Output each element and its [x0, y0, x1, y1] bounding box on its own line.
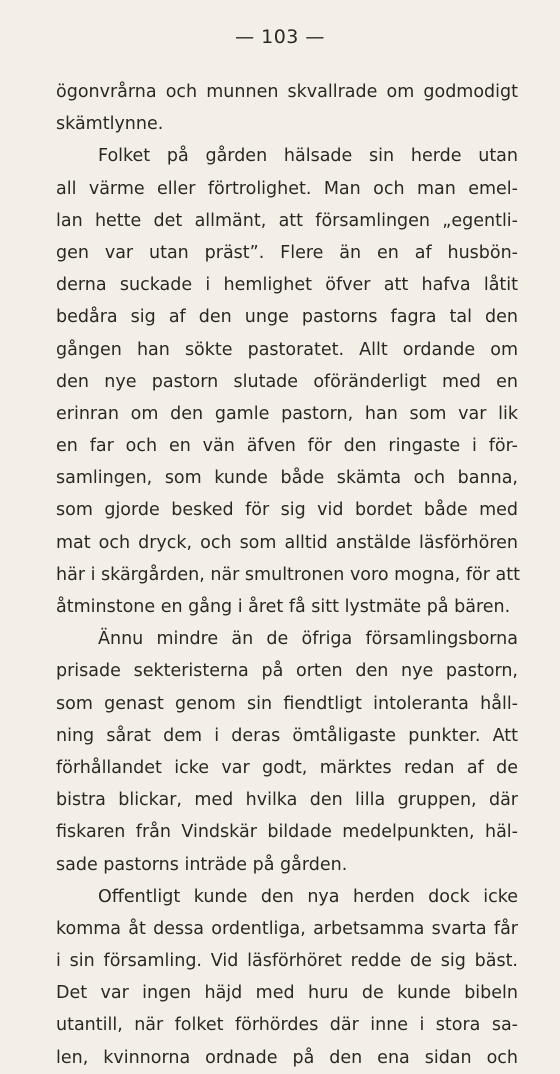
text-line: fiskaren från Vindskär bildade medelpunkten, häl-	[56, 822, 518, 843]
text-line: en far och en vän äfven för den ringaste i för-	[56, 436, 518, 457]
text-line: den nye pastorn slutade oföränderligt med en	[56, 371, 518, 392]
text-line: i sin församling. Vid läsförhöret redde de sig bäst.	[56, 951, 518, 972]
text-line: som gjorde besked för sig vid bordet både med	[56, 500, 518, 521]
text-line: erinran om den gamle pastorn, han som var lik	[56, 403, 518, 424]
text-line: här i skärgården, när smultronen voro mogna, för att	[56, 564, 520, 585]
text-line: all värme eller förtrolighet. Man och man emel-	[56, 178, 518, 199]
text-line: gången han sökte pastoratet. Allt ordande om	[56, 339, 518, 360]
text-line: förhållandet icke var godt, märktes redan af de	[56, 757, 518, 778]
text-line: prisade sekteristerna på orten den nye pastorn,	[56, 661, 518, 682]
text-line: Ännu mindre än de öfriga församlingsborna	[98, 629, 518, 650]
text-line: derna suckade i hemlighet öfver att hafva låtit	[56, 275, 518, 296]
text-line: samlingen, som kunde både skämta och banna,	[56, 468, 518, 489]
text-line: lan hette det allmänt, att församlingen „egentli-	[56, 210, 518, 231]
text-line: mat och dryck, och som alltid anstälde läsförhören	[56, 532, 518, 553]
text-line: gen var utan präst”. Flere än en af husbön-	[56, 242, 518, 263]
text-line: åtminstone en gång i året få sitt lystmäte på bären.	[56, 597, 511, 617]
text-line: Det var ingen häjd med huru de kunde bibeln	[56, 983, 518, 1004]
text-line: komma åt dessa ordentliga, arbetsamma svarta får	[56, 918, 518, 939]
text-line: bistra blickar, med hvilka den lilla gruppen, där	[56, 790, 518, 811]
body-text	[56, 76, 518, 1074]
text-line: sade pastorns inträde på gården.	[56, 854, 348, 875]
text-line: som genast genom sin fiendtligt intoleranta håll-	[56, 693, 518, 714]
text-line: len, kvinnorna ordnade på den ena sidan och	[56, 1047, 518, 1068]
text-line: bedåra sig af den unge pastorns fagra tal den	[56, 307, 518, 328]
text-line: Folket på gården hälsade sin herde utan	[98, 146, 518, 167]
page-number: — 103 —	[235, 26, 325, 48]
text-line: Offentligt kunde den nya herden dock icke	[98, 886, 518, 907]
text-line: ögonvrårna och munnen skvallrade om godmodigt	[56, 82, 518, 102]
text-line: utantill, när folket förhördes där inne i stora sa-	[56, 1015, 518, 1036]
text-line: skämtlynne.	[56, 114, 164, 135]
text-line: ning sårat dem i deras ömtåligaste punkter. Att	[56, 725, 518, 746]
